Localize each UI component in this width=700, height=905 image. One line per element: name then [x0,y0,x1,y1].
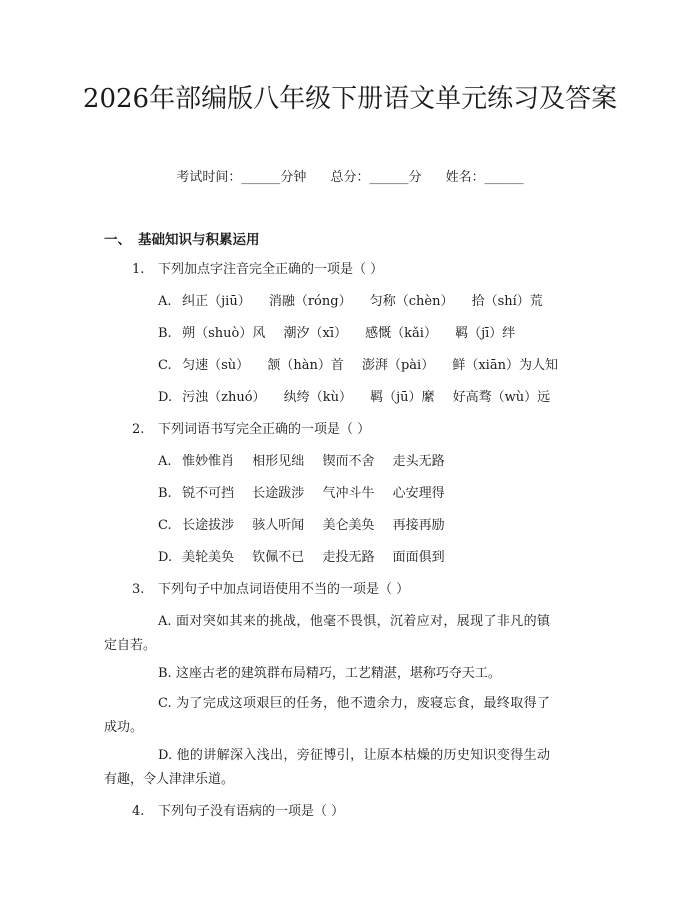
section-heading [104,230,260,250]
question-4 [132,802,344,822]
option-item: 好高骛（wù）远 [452,390,551,405]
option-item: 惟妙惟肖 [182,454,235,469]
option-label: A. [158,614,172,629]
student-name: 姓名：______ [445,170,524,185]
q3-option-d [104,744,550,792]
option-item: 朔（shuò）风 [182,326,266,341]
option-item: 骇人听闻 [252,518,305,533]
option-item: 污浊（zhuó） [182,390,266,405]
q1-option-d [158,388,564,408]
option-label: D. [158,748,173,763]
option-item: 走头无路 [392,454,445,469]
option-label: C. [158,358,172,373]
question-number: 4. [132,804,145,819]
question-stem: 下列词语书写完全正确的一项是（ ） [158,422,371,437]
q2-option-c [158,516,459,536]
option-label: B. [158,666,172,681]
page-title: 2026年部编版八年级下册语文单元练习及答案 [82,84,618,114]
option-item: 面面俱到 [392,550,445,565]
q2-option-a [158,452,459,472]
option-item: 纨绔（kù） [283,390,352,405]
option-item: 鲜（xiān）为人知 [452,358,558,373]
option-item: 美轮美奂 [182,550,235,565]
q1-option-a [158,292,557,312]
option-label: D. [158,390,173,405]
option-item: 再接再励 [392,518,445,533]
option-item: 走投无路 [322,550,375,565]
option-item: 长途跋涉 [252,486,305,501]
question-2 [132,420,370,440]
option-item: 钦佩不已 [252,550,305,565]
option-label: B. [158,326,172,341]
option-label: A. [158,454,172,469]
q3-option-a [104,610,550,658]
option-item: 感慨（kǎi） [365,326,437,341]
option-item: 心安理得 [392,486,445,501]
question-3 [132,580,409,600]
option-item: 拾（shí）荒 [471,294,543,309]
question-number: 1. [132,262,145,277]
section-number: 一、 [104,232,131,248]
option-item: 纠正（jiū） [182,294,251,309]
option-item: 匀速（sù） [182,358,250,373]
option-text: 他的讲解深入浅出，旁征博引，让原本枯燥的历史知识变得生动有趣，令人津津乐道。 [104,748,550,787]
exam-time: 考试时间：______分钟 [176,170,307,185]
option-item: 羁（jū）縻 [370,390,435,405]
exam-score: 总分：______分 [330,170,422,185]
q1-option-b [158,324,529,344]
option-text: 面对突如其来的挑战，他毫不畏惧，沉着应对，展现了非凡的镇定自若。 [104,614,550,653]
q2-option-d [158,548,459,568]
q2-option-b [158,484,459,504]
q1-option-c [158,356,572,376]
question-stem: 下列句子中加点词语使用不当的一项是（ ） [158,582,410,597]
q3-option-b [104,662,550,686]
option-item: 澎湃（pài） [361,358,435,373]
option-item: 相形见绌 [252,454,305,469]
option-item: 羁（jī）绊 [455,326,516,341]
section-title: 基础知识与积累运用 [138,232,260,248]
question-stem: 下列句子没有语病的一项是（ ） [158,804,345,819]
option-text: 为了完成这项艰巨的任务，他不遗余力，废寝忘食，最终取得了成功。 [104,696,550,735]
option-text: 这座古老的建筑群布局精巧，工艺精湛，堪称巧夺天工。 [175,666,501,681]
option-label: C. [158,518,172,533]
option-item: 匀称（chèn） [369,294,454,309]
option-item: 消融（róng） [268,294,352,309]
q3-option-c [104,692,550,740]
question-stem: 下列加点字注音完全正确的一项是（ ） [158,262,384,277]
option-item: 潮汐（xī） [283,326,348,341]
exam-meta [0,168,700,188]
option-label: B. [158,486,172,501]
option-item: 美仑美奂 [322,518,375,533]
option-item: 气冲斗牛 [322,486,375,501]
option-item: 锐不可挡 [182,486,235,501]
option-label: A. [158,294,172,309]
option-label: C. [158,696,172,711]
option-item: 长途拔涉 [182,518,235,533]
option-item: 颔（hàn）首 [267,358,344,373]
question-1 [132,260,383,280]
question-number: 2. [132,422,145,437]
option-item: 锲而不舍 [322,454,375,469]
question-number: 3. [132,582,145,597]
option-label: D. [158,550,173,565]
